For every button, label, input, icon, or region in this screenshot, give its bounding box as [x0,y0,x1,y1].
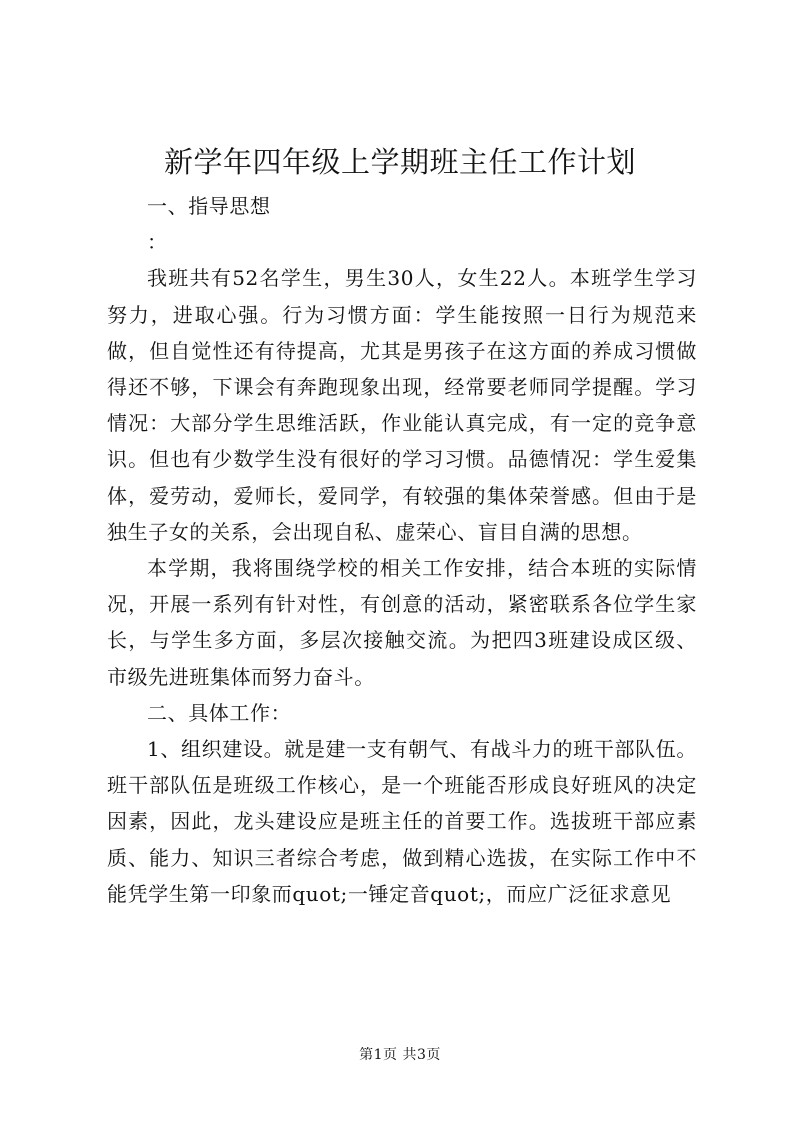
colon-line: ： [147,230,168,255]
section-heading-guiding-thought: 一、指导思想 [147,194,271,218]
paragraph-semester-plan: 本学期，我将围绕学校的相关工作安排，结合本班的实际情况，开展一系列有针对性，有创意的活动，紧密联系各位学生家长，与学生多方面，多层次接触交流。为把四3班建设成区级、市级先进班集体而努力奋斗。 [107,556,697,689]
section-heading-specific-work: 二、具体工作： [147,700,292,725]
document-title: 新学年四年级上学期班主任工作计划 [163,145,636,179]
paragraph-organization-building: 1、组织建设。就是建一支有朝气、有战斗力的班干部队伍。班干部队伍是班级工作核心，是一个班能否形成良好班风的决定因素，因此，龙头建设应是班主任的首要工作。选拔班干部应素质、能力、知识三者综合考虑，做到精心选拔，在实际工作中不能凭学生第一印象而quot;一锤定音quot;，而应广泛征求意见 [107,737,697,906]
page-footer: 第1页 共3页 [359,1047,441,1063]
paragraph-class-overview: 我班共有52名学生，男生30人，女生22人。本班学生学习努力，进取心强。行为习惯方面：学生能按照一日行为规范来做，但自觉性还有待提高，尤其是男孩子在这方面的养成习惯做得还不够，下课会有奔跑现象出现，经常要老师同学提醒。学习情况：大部分学生思维活跃，作业能认真完成，有一定的竞争意识。但也有少数学生没有很好的学习习惯。品德情况：学生爱集体，爱劳动，爱师长，爱同学，有较强的集体荣誉感。但由于是独生子女的关系，会出现自私、虚荣心、盲目自满的思想。 [107,266,697,544]
document-body [107,188,697,912]
